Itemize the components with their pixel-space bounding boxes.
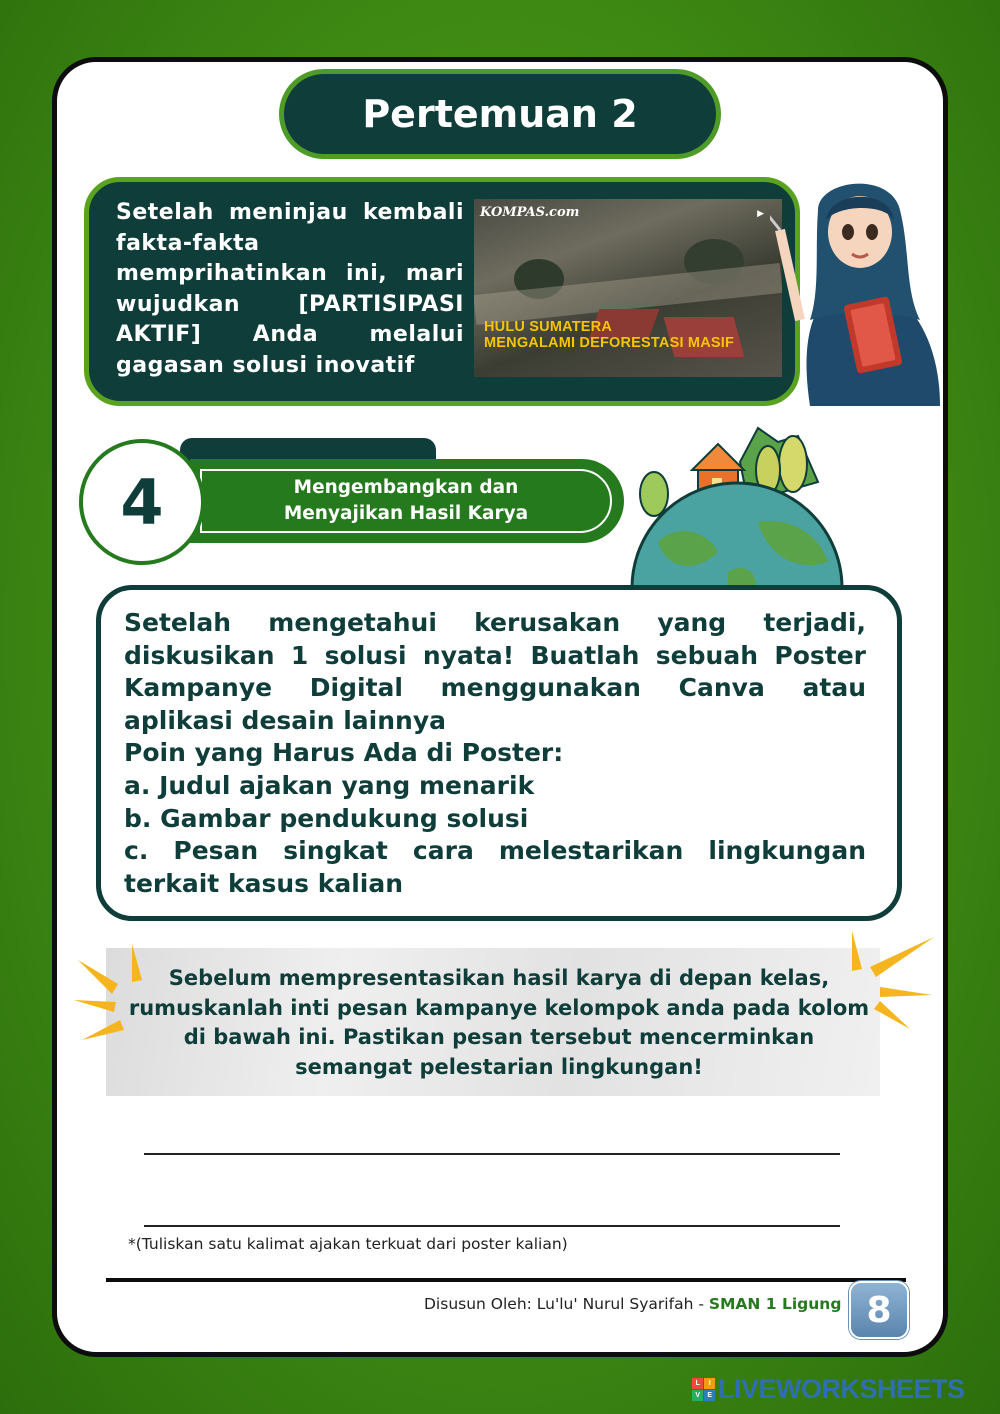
step-title-line: Mengembangkan dan <box>293 477 519 498</box>
task-paragraph: Setelah mengetahui kerusakan yang terjadi, diskusikan 1 solusi nyata! Buatlah sebuah Poster Kampanye Digital menggunakan Canva atau aplikasi desain lainnya <box>124 608 866 735</box>
answer-hint: *(Tuliskan satu kalimat ajakan terkuat dari poster kalian) <box>128 1235 568 1253</box>
footer-credit <box>424 1295 841 1313</box>
footer-school: SMAN 1 Ligung <box>708 1295 842 1313</box>
step-title-line: Menyajikan Hasil Karya <box>283 503 529 524</box>
liveworksheets-watermark[interactable] <box>692 1374 965 1405</box>
globe-house-illustration-icon <box>628 422 846 588</box>
news-mark-icon: ▶ <box>757 209 764 219</box>
note-text: Sebelum mempresentasikan hasil karya di depan kelas, rumuskanlah inti pesan kampanye kelompok anda pada kolom di bawah ini. Pastikan pesan tersebut mencerminkan semangat pelestarian lingkungan! <box>128 966 870 1079</box>
news-caption-line: HULU SUMATERA <box>484 319 612 335</box>
points-heading: Poin yang Harus Ada di Poster: <box>124 738 564 768</box>
page-number-badge: 8 <box>849 1281 909 1339</box>
task-text <box>124 607 866 900</box>
teacher-illustration-icon <box>770 170 950 406</box>
point-a: a. Judul ajakan yang menarik <box>124 770 535 800</box>
liveworksheets-logo-icon: L I V E <box>692 1378 715 1401</box>
watermark-text: LIVEWORKSHEETS <box>718 1374 965 1404</box>
news-caption <box>484 319 734 351</box>
step-title <box>200 469 612 533</box>
page-title: Pertemuan 2 <box>279 69 721 159</box>
intro-text: Setelah meninjau kembali fakta-fakta memprihatinkan ini, mari wujudkan [PARTISIPASI AKTIF] Anda melalui gagasan solusi inovatif <box>116 200 464 378</box>
answer-line-1[interactable] <box>144 1153 840 1155</box>
answer-line-2[interactable] <box>144 1225 840 1227</box>
point-c: c. Pesan singkat cara melestarikan lingkungan terkait kasus kalian <box>124 836 866 898</box>
footer-author: Disusun Oleh: Lu'lu' Nurul Syarifah - <box>424 1295 709 1313</box>
point-b: b. Gambar pendukung solusi <box>124 803 529 833</box>
step-number: 4 <box>79 439 205 565</box>
news-logo: KOMPAS.com <box>480 205 580 220</box>
footer-rule <box>106 1278 906 1282</box>
news-image <box>474 199 782 377</box>
news-caption-line: MENGALAMI DEFORESTASI MASIF <box>484 335 735 351</box>
